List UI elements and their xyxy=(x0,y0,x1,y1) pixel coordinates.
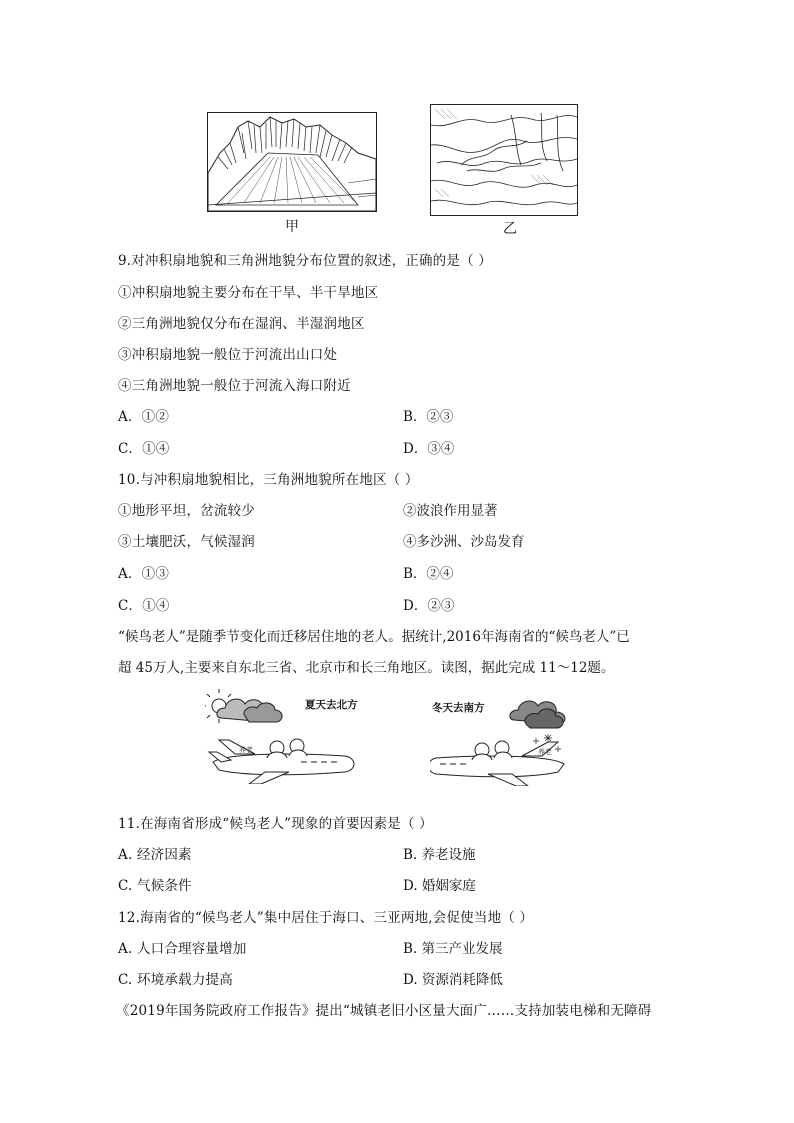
figure-alluvial-fan xyxy=(207,112,377,212)
delta-illustration xyxy=(431,105,577,215)
q10-option-b: B．②④ xyxy=(403,566,454,582)
q11-option-d: D. 婚姻家庭 xyxy=(403,878,476,894)
q10-option-c: C．①④ xyxy=(118,598,170,614)
q11-option-b: B. 养老设施 xyxy=(403,847,476,863)
question-9-stem: 9.对冲积扇地貌和三角洲地貌分布位置的叙述，正确的是（ ） xyxy=(118,253,492,269)
q11-option-a: A. 经济因素 xyxy=(118,847,192,863)
q12-option-d: D. 资源消耗降低 xyxy=(403,972,503,988)
question-10-stem: 10.与冲积扇地貌相比，三角洲地貌所在地区（ ） xyxy=(118,472,419,488)
q10-statement-1: ①地形平坦，岔流较少 xyxy=(118,503,255,519)
alluvial-fan-illustration xyxy=(208,113,376,211)
figure-caption-yi: 乙 xyxy=(503,221,517,237)
intro-line-1: “候鸟老人”是随季节变化而迁移居住地的老人。据统计,2016年海南省的“候鸟老人”已 xyxy=(118,629,630,645)
plane-label-right: 养老 xyxy=(538,748,552,756)
plane-label-left: 养老 xyxy=(239,746,253,754)
q10-statement-3: ③土壤肥沃，气候湿润 xyxy=(118,534,255,550)
report-line: 《2019年国务院政府工作报告》提出“城镇老旧小区量大面广……支持加装电梯和无障碍 xyxy=(116,1003,652,1019)
q12-option-b: B. 第三产业发展 xyxy=(403,941,503,957)
cartoon-label-winter: 冬天去南方 xyxy=(432,702,485,714)
q9-statement-4: ④三角洲地貌一般位于河流入海口附近 xyxy=(118,378,351,394)
q9-option-c: C．①④ xyxy=(118,441,170,457)
q11-option-c: C. 气候条件 xyxy=(118,878,192,894)
q12-option-a: A. 人口合理容量增加 xyxy=(118,941,247,957)
q9-statement-2: ②三角洲地貌仅分布在湿润、半湿润地区 xyxy=(118,316,365,332)
q9-statement-3: ③冲积扇地貌一般位于河流出山口处 xyxy=(118,347,338,363)
figure-delta xyxy=(430,104,578,216)
figure-caption-jia: 甲 xyxy=(285,219,299,235)
question-11-stem: 11.在海南省形成“候鸟老人”现象的首要因素是（ ） xyxy=(118,816,433,832)
cartoon-label-summer: 夏天去北方 xyxy=(305,699,358,711)
q10-statement-4: ④多沙洲、沙岛发育 xyxy=(403,534,525,550)
question-12-stem: 12.海南省的“候鸟老人”集中居住于海口、三亚两地,会促使当地（ ） xyxy=(118,910,534,926)
q9-statement-1: ①冲积扇地貌主要分布在干旱、半干旱地区 xyxy=(118,285,379,301)
q10-option-d: D．②③ xyxy=(403,598,455,614)
q9-option-b: B．②③ xyxy=(403,409,454,425)
q9-option-a: A．①② xyxy=(118,409,170,425)
q12-option-c: C. 环境承载力提高 xyxy=(118,972,233,988)
intro-line-2: 超 45万人,主要来自东北三省、北京市和长三角地区。读图，据此完成 11～12题。 xyxy=(118,660,615,676)
q10-option-a: A．①③ xyxy=(118,566,170,582)
q10-statement-2: ②波浪作用显著 xyxy=(403,503,498,519)
q9-option-d: D．③④ xyxy=(403,441,455,457)
